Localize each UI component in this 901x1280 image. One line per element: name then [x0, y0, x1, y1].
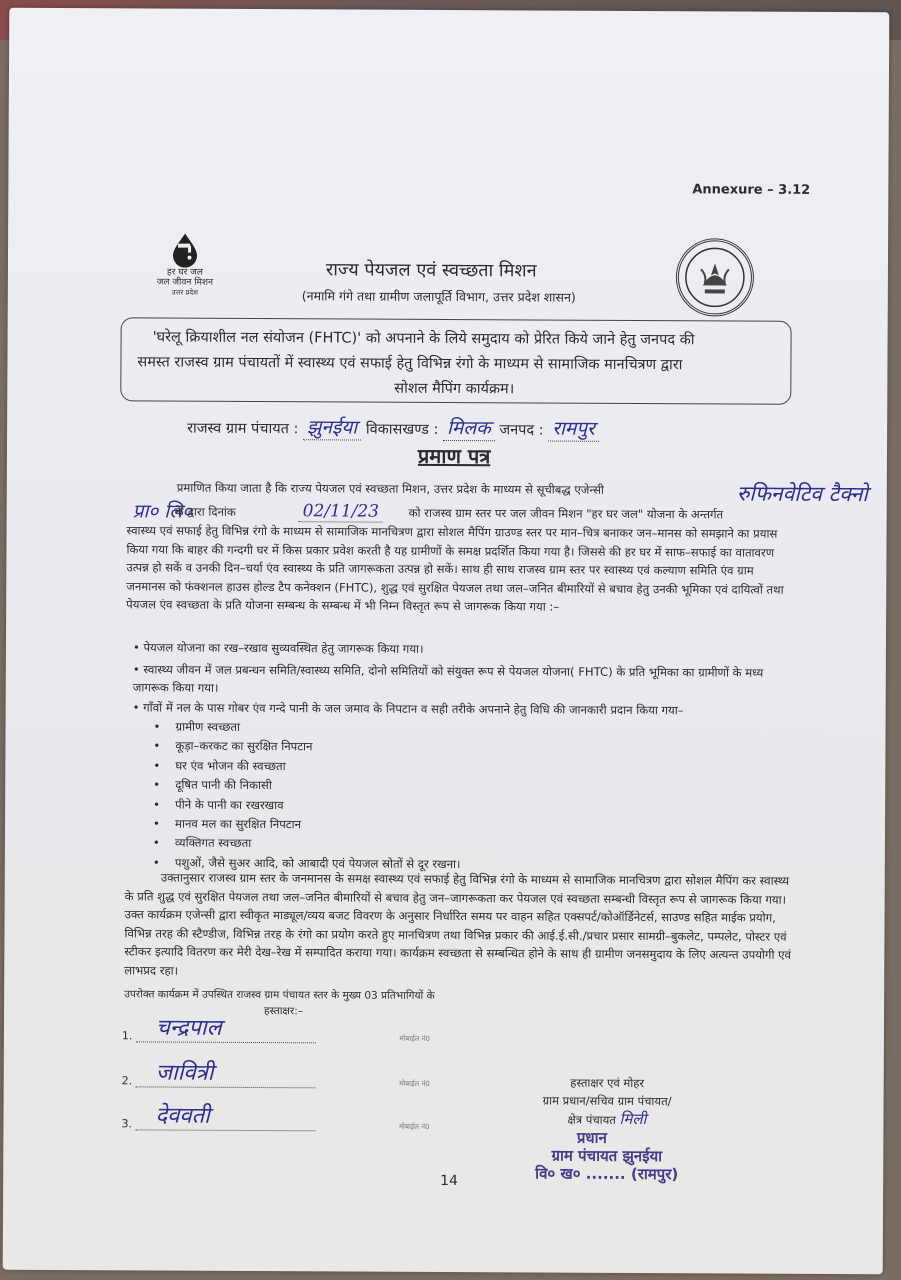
list-item: • कूड़ा–करकट का सुरक्षित निपटान [153, 737, 461, 758]
block-label: विकासखण्ड : [365, 421, 439, 438]
logo-caption-3: उत्तर प्रदेश [171, 288, 198, 297]
program-title-line-3: सोशल मैपिंग कार्यक्रम। [394, 380, 515, 398]
emblem-icon [683, 245, 747, 309]
bullet-item-2: • स्वास्थ्य जीवन में जल प्रबन्धन समिति/स्वास्थ्य समिति, दोनो समितियों को संयुक्त रूप से पेयजल योजना( FHTC) के प्रति भूमिका का ग्रामीणों के मध्य जागरूक किया गया। [132, 662, 764, 695]
participant-signature-2: जावित्री [155, 1060, 214, 1086]
up-government-emblem [676, 238, 754, 316]
panchayat-value: झुनईया [303, 413, 361, 440]
annexure-label: Annexure – 3.12 [692, 182, 811, 198]
handwritten-agency-cont: प्रा० लि० [132, 500, 193, 523]
paragraph1-body: स्वास्थ्य एवं सफाई हेतु विभिन्न रंगो के माध्यम से सामाजिक मानचित्रण द्वारा सोशल मैपिंग ग्राउण्ड स्तर पर मान–चित्र बनाकर जन–मानस को समझाने का प्रयास किया गया कि बाहर की गन्दगी घर में किस प्रकार प्रवेश करती है यह ग्रामीणों के समक्ष प्रदर्शित किया गया है। जिससे की हर घर में साफ–सफाई का वातावरण उत्पन्न हो सकें व उनकी दिन–चर्या एंव स्वास्थ्य के प्रति जागरूकता उत्पन्न हो सकें। साथ ही साथ राजस्व ग्राम स्तर पर स्वास्थ्य एवं कल्याण समिति एंव ग्राम जनमानस को फंक्शनल हाउस होल्ड टैप कनेक्शन (FHTC), शुद्ध एवं सुरक्षित पेयजल तथा जल–जनित बीमारियों से बचाव हेतु उनकी भूमिका एवं दायित्वों तथा पेयजल एंव स्वच्छता के प्रति योजना सम्बन्ध के सम्बन्ध में भी निम्न विस्तृत रूप से जागरूक किया गया :– [126, 523, 784, 614]
participant-signature-1: चन्द्रपाल [155, 1015, 222, 1041]
water-tap-icon [168, 232, 202, 268]
list-item: • व्यक्तिगत स्वच्छता [153, 834, 461, 855]
pradhan-stamp: हस्ताक्षर एवं मोहर ग्राम प्रधान/सचिव ग्राम पंचायत/ क्षेत्र पंचायत मिली प्रधान ग्राम पंचायत झुनईया वि० ख० ....... (रामपुर) [535, 1075, 679, 1184]
har-ghar-jal-logo [154, 231, 216, 297]
list-item: • घर एंव भोजन की स्वच्छता [153, 756, 461, 777]
document-page [3, 8, 890, 1275]
program-title-line-1: 'घरेलू क्रियाशील नल संयोजन (FHTC)' को अपनाने के लिये समुदाय को प्रेरित किये जाने हेतु जनपद की [152, 329, 695, 349]
signature-row-2: 2. जावित्री मोबाईल नं0 [122, 1068, 430, 1089]
mobile-label: मोबाईल नं0 [398, 1122, 430, 1131]
page-number: 14 [440, 1172, 459, 1190]
mission-subtitle: (नमामि गंगे तथा ग्रामीण जलापूर्ति विभाग, उत्तर प्रदेश शासन) [301, 288, 576, 305]
paragraph1-line2a: के द्वारा दिनांक [174, 504, 236, 519]
signature-row-3: 3. देववती मोबाईल नं0 [121, 1111, 429, 1132]
program-title-line-2: समस्त राजस्व ग्राम पंचायतों में स्वास्थ्य एवं सफाई हेतु विभिन्न रंगो के माध्यम से सामाजिक मानचित्रण द्वारा [137, 354, 683, 374]
list-item: • पशुओं, जैसे सुअर आदि, को आबादी एवं पेयजल स्रोतों से दूर रखना। [153, 853, 461, 874]
bullet-item-1: • पेयजल योजना का रख–रखाव सुव्यवस्थित हेतु जागरूक किया गया। [132, 640, 424, 656]
panchayat-label: राजस्व ग्राम पंचायत : [187, 420, 299, 438]
district-label: जनपद : [499, 422, 544, 439]
sanitation-list [153, 717, 461, 874]
paragraph2: उक्तानुसार राजस्व ग्राम स्तर के जनमानस के समक्ष स्वास्थ्य एवं सफाई हेतु विभिन्न रंगो के माध्यम से सामाजिक मानचित्रण द्वारा सोशल मैपिंग कर स्वास्थ्य के प्रति शुद्ध एवं सुरक्षित पेयजल तथा जल–जनित बीमारियों से बचाव हेतु जन–जागरूकता कर पेयजल एवं स्वच्छता सम्बन्धी विस्तृत रूप से जागरूक किया गया। उक्त कार्यक्रम एजेन्सी द्वारा स्वीकृत माड्यूल/व्यय बजट विवरण के अनुसार निर्धारित समय पर वाहन सहित एक्सपर्ट/कोऑर्डिनेटर्स, साउण्ड सहित माईक प्रयोग, विभिन्न तरह की स्टैण्डीज, विभिन्न तरह के रंगो का प्रयोग करते हुए मानचित्रण तथा विभिन्न प्रकार की आई.ई.सी./प्रचार प्रसार सामग्री–बुकलेट, पम्पलेट, पोस्टर एवं स्टीकर इत्यादि वितरण कर मेरी देख–रेख में सम्पादित कराया गया। कार्यक्रम स्वच्छता से सम्बन्धित होने के साथ ही ग्रामीण जनसमुदाय के लिए अत्यन्त उपयोगी एवं लाभप्रद रहा। [124, 870, 792, 978]
handwritten-date: 02/11/23 [299, 501, 383, 522]
mission-title: राज्य पेयजल एवं स्वच्छता मिशन [325, 259, 537, 282]
district-value: रामपुर [548, 415, 599, 442]
logo-caption-1: हर घर जल [166, 267, 203, 278]
handwritten-agency: रुफिनवेटिव टैक्नो [736, 481, 868, 507]
location-fields [187, 413, 599, 442]
list-item: • ग्रामीण स्वच्छता [153, 717, 461, 738]
paragraph1-line2b: को राजस्व ग्राम स्तर पर जल जीवन मिशन "हर घर जल" योजना के अन्तर्गत [408, 505, 724, 522]
certificate-heading: प्रमाण पत्र [417, 443, 491, 469]
paragraph1-line1: प्रमाणित किया जाता है कि राज्य पेयजल एवं स्वच्छता मिशन, उत्तर प्रदेश के माध्यम से सूचीबद्ध एजेन्सी [176, 480, 604, 497]
bullet-item-3: • गाँवों में नल के पास गोबर एंव गन्दे पानी के जल जमाव के निपटान व सही तरीके अपनाने हेतु विधि की जानकारी प्रदान किया गया– [132, 700, 684, 718]
mobile-label: मोबाईल नं0 [399, 1034, 430, 1043]
pradhan-signature: मिली [619, 1109, 647, 1129]
list-item: • मानव मल का सुरक्षित निपटान [153, 814, 461, 835]
signature-intro: उपरोक्त कार्यक्रम में उपस्थित राजस्व ग्राम पंचायत स्तर के मुख्य 03 प्रतिभागियों के हस्ताक्षर:– [124, 988, 435, 1018]
block-value: मिलक [443, 414, 495, 441]
mobile-label: मोबाईल नं0 [399, 1079, 430, 1088]
logo-caption-2: जल जीवन मिशन [156, 277, 214, 288]
signature-row-1: 1. चन्द्रपाल मोबाईल नं0 [122, 1023, 430, 1044]
list-item: • पीने के पानी का रखरखाव [153, 795, 461, 816]
participant-signature-3: देववती [155, 1103, 210, 1129]
list-item: • दूषित पानी की निकासी [153, 776, 461, 797]
